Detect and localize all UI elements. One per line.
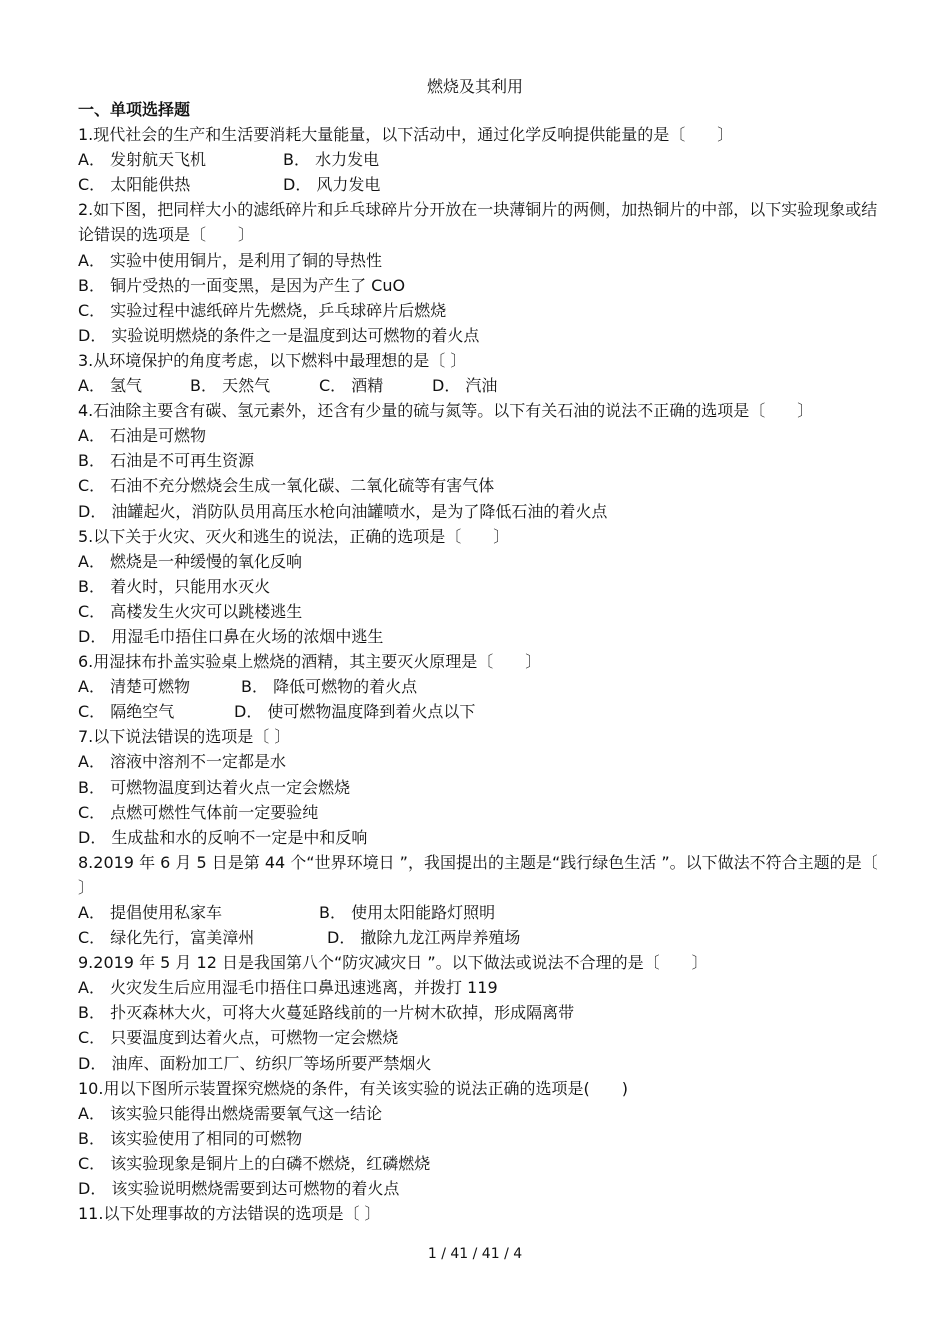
question: [78, 1076, 888, 1201]
answer-option: D． 生成盐和水的反响不一定是中和反响: [78, 827, 368, 847]
answer-option: B． 扑灭森林大火，可将大火蔓延路线前的一片树木砍掉，形成隔离带: [78, 1003, 575, 1023]
answer-option: D． 使可燃物温度降到着火点以下: [234, 702, 476, 722]
answer-option: C． 只要温度到达着火点，可燃物一定会燃烧: [78, 1028, 399, 1048]
answer-option: A． 石油是可燃物: [78, 426, 207, 446]
option-row: [78, 549, 888, 574]
question-stem: 9.2019 年 5 月 12 日是我国第八个“防灾减灾日 ”。以下做法或说法不合理的是〔 〕: [78, 953, 708, 973]
answer-option: A． 燃烧是一种缓慢的氧化反响: [78, 551, 303, 571]
question: [78, 850, 888, 950]
questions-container: [78, 122, 888, 1226]
answer-option: B． 水力发电: [283, 150, 380, 170]
answer-option: B． 使用太阳能路灯照明: [319, 903, 496, 922]
option-row: [78, 248, 888, 273]
question: [78, 398, 888, 523]
option-row: [78, 323, 888, 348]
option-row: [78, 473, 888, 498]
answer-option: D． 实验说明燃烧的条件之一是温度到达可燃物的着火点: [78, 325, 480, 345]
answer-option: A． 氢气: [78, 376, 143, 396]
question-stem: 4.石油除主要含有碳、氢元素外，还含有少量的硫与氮等。以下有关石油的说法不正确的选项是〔 〕: [78, 401, 814, 421]
answer-option: D． 撤除九龙江两岸养殖场: [327, 928, 521, 948]
option-row: [78, 699, 888, 724]
answer-option: C． 绿化先行，富美漳州: [78, 928, 255, 948]
answer-option: C． 实验过程中滤纸碎片先燃烧，乒乓球碎片后燃烧: [78, 300, 447, 320]
option-row: [78, 448, 888, 473]
option-row: [78, 499, 888, 524]
option-row: [78, 800, 888, 825]
option-row: [78, 775, 888, 800]
answer-option: A． 火灾发生后应用湿毛巾捂住口鼻迅速逃离，并拨打 119: [78, 978, 498, 998]
option-row: [78, 1151, 888, 1176]
answer-option: B． 降低可燃物的着火点: [241, 677, 418, 697]
question: [78, 1201, 888, 1226]
option-row: [78, 147, 888, 172]
answer-option: B． 可燃物温度到达着火点一定会燃烧: [78, 777, 351, 797]
answer-option: A． 实验中使用铜片，是利用了铜的导热性: [78, 250, 383, 270]
option-row: [78, 925, 888, 950]
question-list: [78, 97, 888, 1226]
question: [78, 197, 888, 348]
answer-option: A． 发射航天飞机: [78, 150, 207, 170]
answer-option: B． 石油是不可再生资源: [78, 451, 255, 471]
page-number: 1 / 41 / 41 / 4: [427, 1246, 523, 1262]
option-row: [78, 273, 888, 298]
question-stem: 6.用湿抹布扑盖实验桌上燃烧的酒精，其主要灭火原理是〔 〕: [78, 652, 542, 672]
question-stem: 3.从环境保护的角度考虑，以下燃料中最理想的是〔 〕: [78, 350, 467, 370]
answer-option: B． 铜片受热的一面变黑，是因为产生了 CuO: [78, 275, 406, 295]
answer-option: B． 该实验使用了相同的可燃物: [78, 1128, 303, 1148]
question-stem: 10.用以下图所示装置探究燃烧的条件，有关该实验的说法正确的选项是( ): [78, 1078, 628, 1098]
question: [78, 950, 888, 1075]
option-row: [78, 674, 888, 699]
answer-option: C． 隔绝空气: [78, 702, 175, 722]
option-row: [78, 1101, 888, 1126]
answer-option: D． 油库、面粉加工厂、纺织厂等场所要严禁烟火: [78, 1053, 432, 1073]
question-stem: 8.2019 年 6 月 5 日是第 44 个“世界环境日 ”，我国提出的主题是“践行绿色生活 ”。以下做法不符合主题的是〔 〕: [78, 852, 878, 897]
question-stem: 2.如下图，把同样大小的滤纸碎片和乒乓球碎片分开放在一块薄铜片的两侧，加热铜片的中部，以下实验现象或结论错误的选项是〔 〕: [78, 200, 878, 245]
answer-option: A． 提倡使用私家车: [78, 903, 223, 922]
answer-option: D． 用湿毛巾捂住口鼻在火场的浓烟中逃生: [78, 626, 384, 646]
option-row: [78, 423, 888, 448]
question: [78, 524, 888, 649]
option-row: [78, 1176, 888, 1201]
answer-option: C． 高楼发生火灾可以跳楼逃生: [78, 601, 303, 621]
answer-option: D． 油罐起火，消防队员用高压水枪向油罐喷水，是为了降低石油的着火点: [78, 501, 608, 521]
option-row: [78, 624, 888, 649]
option-row: [78, 1051, 888, 1076]
option-row: [78, 825, 888, 850]
answer-option: C． 该实验现象是铜片上的白磷不燃烧，红磷燃烧: [78, 1153, 431, 1173]
option-row: [78, 1126, 888, 1151]
option-row: [78, 900, 888, 925]
answer-option: B． 着火时，只能用水灭火: [78, 576, 271, 596]
option-row: [78, 172, 888, 197]
answer-option: C． 太阳能供热: [78, 175, 191, 195]
answer-option: B． 天然气: [190, 376, 271, 396]
question: [78, 348, 888, 398]
answer-option: D． 风力发电: [283, 175, 381, 195]
answer-option: A． 溶液中溶剂不一定都是水: [78, 752, 287, 772]
option-row: [78, 574, 888, 599]
option-row: [78, 975, 888, 1000]
answer-option: A． 该实验只能得出燃烧需要氧气这一结论: [78, 1103, 383, 1123]
question-stem: 11.以下处理事故的方法错误的选项是〔 〕: [78, 1204, 381, 1224]
option-row: [78, 373, 888, 398]
question-stem: 5.以下关于火灾、灭火和逃生的说法，正确的选项是〔 〕: [78, 526, 510, 546]
option-row: [78, 298, 888, 323]
answer-option: D． 汽油: [432, 376, 498, 396]
option-row: [78, 749, 888, 774]
question: [78, 724, 888, 849]
answer-option: D． 该实验说明燃烧需要到达可燃物的着火点: [78, 1179, 400, 1199]
question-stem: 1.现代社会的生产和生活要消耗大量能量，以下活动中，通过化学反响提供能量的是〔 〕: [78, 125, 734, 145]
answer-option: C． 石油不充分燃烧会生成一氧化碳、二氧化硫等有害气体: [78, 476, 495, 496]
question: [78, 649, 888, 724]
question: [78, 122, 888, 197]
answer-option: C． 酒精: [319, 376, 384, 396]
option-row: [78, 599, 888, 624]
answer-option: A． 清楚可燃物: [78, 677, 191, 697]
question-stem: 7.以下说法错误的选项是〔 〕: [78, 727, 291, 747]
answer-option: C． 点燃可燃性气体前一定要验纯: [78, 802, 319, 822]
page-title: 燃烧及其利用: [426, 77, 523, 96]
section-heading: 一、单项选择题: [78, 100, 191, 119]
option-row: [78, 1025, 888, 1050]
option-row: [78, 1000, 888, 1025]
